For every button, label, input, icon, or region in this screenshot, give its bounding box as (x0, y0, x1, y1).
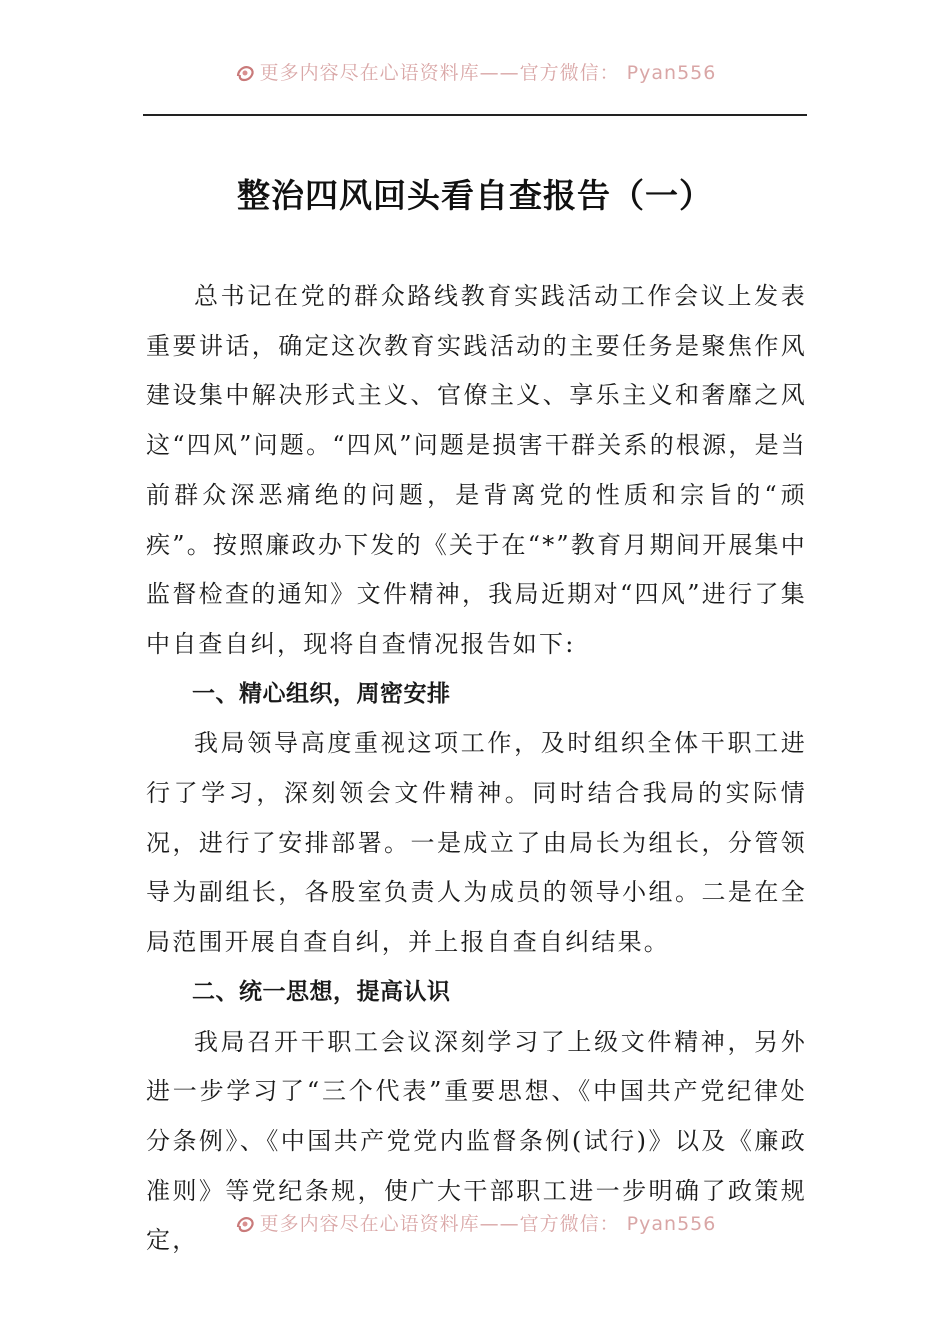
header-rule (143, 114, 807, 116)
body-paragraph: 我局领导高度重视这项工作，及时组织全体干职工进行了学习，深刻领会文件精神。同时结合我局的实际情况，进行了安排部署。一是成立了由局长为组长，分管领导为副组长，各股室负责人为成员的领导小组。二是在全局范围开展自查自纠，并上报自查自纠结果。 (146, 729, 807, 957)
watermark-top (0, 58, 950, 85)
document-title: 整治四风回头看自查报告（一） (237, 176, 713, 215)
body-paragraph: 我局召开干职工会议深刻学习了上级文件精神，另外进一步学习了“三个代表”重要思想、《中国共产党纪律处分条例》、《中国共产党党内监督条例(试行)》以及《廉政准则》等党纪条规，使广大干部职工进一步明确了政策规定， (146, 1027, 807, 1255)
section-heading: 二、统一思想，提高认识 (192, 978, 451, 1005)
logo-icon (234, 1213, 256, 1235)
section-heading: 一、精心组织，周密安排 (192, 680, 451, 707)
watermark-text: 更多内容尽在心语资料库——官方微信： Pyan556 (259, 1213, 717, 1235)
watermark-text: 更多内容尽在心语资料库——官方微信： Pyan556 (259, 62, 717, 84)
body-paragraph: 总书记在党的群众路线教育实践活动工作会议上发表重要讲话，确定这次教育实践活动的主要任务是聚焦作风建设集中解决形式主义、官僚主义、享乐主义和奢靡之风这“四风”问题。“四风”问题是损害干群关系的根源，是当前群众深恶痛绝的问题，是背离党的性质和宗旨的“顽疾”。按照廉政办下发的《关于在“*”教育月期间开展集中监督检查的通知》文件精神，我局近期对“四风”进行了集中自查自纠，现将自查情况报告如下: (146, 282, 807, 658)
document-body (146, 272, 807, 1266)
watermark-bottom (0, 1209, 950, 1236)
logo-icon (234, 62, 256, 84)
